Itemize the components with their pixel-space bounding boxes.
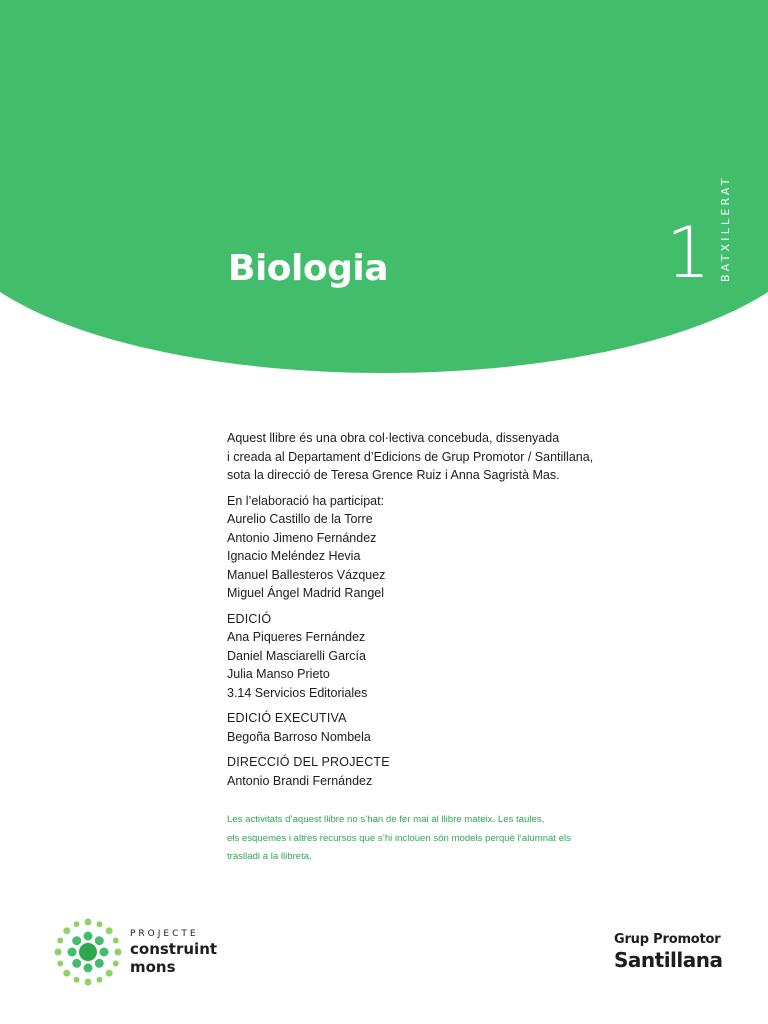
participant-name: Miguel Ángel Madrid Rangel xyxy=(227,586,385,600)
course-number: 1 xyxy=(666,212,711,294)
note-line: Les activitats d’aquest llibre no s’han de fer mai al llibre mateix. Les taules, xyxy=(227,814,545,825)
participant-name: Ignacio Meléndez Hevia xyxy=(227,549,361,563)
publisher-logo xyxy=(614,932,723,972)
executive-edition-heading: EDICIÓ EXECUTIVA xyxy=(227,711,347,725)
intro-conjunction: i xyxy=(441,468,451,482)
logo-construint-text: construint xyxy=(130,940,218,958)
editor-name: Daniel Masciarelli García xyxy=(227,648,366,663)
book-title: Biologia xyxy=(228,248,388,289)
note-line: traslladi a la llibreta. xyxy=(227,851,312,862)
participant-name: Antonio Jimeno Fernández xyxy=(227,530,377,545)
participants-heading: En l’elaboració ha participat: xyxy=(227,493,385,508)
projecte-construint-mons-logo xyxy=(50,914,250,994)
credits-block xyxy=(227,429,627,790)
intro-paragraph xyxy=(227,429,627,485)
publisher-name-top: Grup Promotor xyxy=(614,932,721,947)
intro-line: sota la direcció de xyxy=(227,468,331,482)
logo-mons-text: mons xyxy=(130,958,176,976)
publisher-name-bottom: Santillana xyxy=(614,948,723,972)
participant-name: Manuel Ballesteros Vázquez xyxy=(227,567,386,582)
note-line: els esquemes i altres recursos que s’hi inclouen són models perquè l’alumnat els xyxy=(227,832,571,844)
logo-projecte-text: PROJECTE xyxy=(130,929,199,939)
activities-note xyxy=(227,811,607,867)
education-level: BATXILLERAT xyxy=(719,175,732,282)
editor-name: Ana Piqueres Fernández xyxy=(227,630,366,644)
green-header-band xyxy=(0,0,768,400)
intro-period: . xyxy=(556,468,560,482)
dot-circle-icon xyxy=(50,914,126,990)
executive-editor-name: Begoña Barroso Nombela xyxy=(227,729,371,744)
project-direction-heading: DIRECCIÓ DEL PROJECTE xyxy=(227,755,390,769)
intro-line: Aquest llibre és una obra col·lectiva concebuda, dissenyada xyxy=(227,431,560,445)
participant-name: Aurelio Castillo de la Torre xyxy=(227,512,373,526)
director-name: Teresa Grence Ruiz xyxy=(331,468,442,482)
director-name: Anna Sagristà Mas xyxy=(450,468,557,482)
project-director-name: Antonio Brandi Fernández xyxy=(227,773,373,788)
intro-line: i creada al Departament d’Edicions de Grup Promotor / Santillana, xyxy=(227,449,594,464)
edition-heading: EDICIÓ xyxy=(227,611,272,626)
editor-name: Julia Manso Prieto xyxy=(227,667,330,681)
editor-name: 3.14 Servicios Editoriales xyxy=(227,685,368,700)
